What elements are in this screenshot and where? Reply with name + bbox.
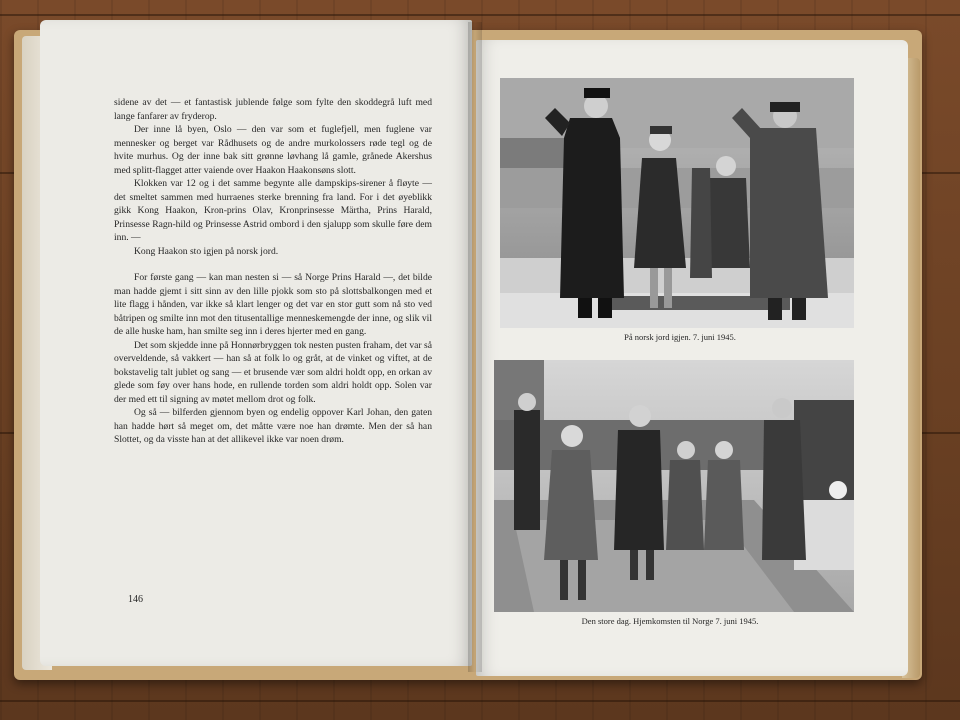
paragraph: Der inne lå byen, Oslo — den var som et fuglefjell, men fuglene var mennesker og berget var Rådhusets og de andre murkolossers røde tegl og de hvite murhus. Og der inne bak sitt grønne løvhang lå gamle, grånede Akershus med splitt-flagget atter vaiende over Haakon Haakonsøns slott.	[114, 124, 432, 176]
table-plank-seam	[0, 700, 960, 702]
page-number: 146	[128, 594, 143, 605]
paragraph: Klokken var 12 og i det samme begynte alle dampskips-sirener å fløyte — det smeltet sammen med hurraenes sterke brenning fra land. For i det øyeblikk gikk Kong Haakon, Kron-prins Olav, Kronprinsesse Märtha, Prins Harald, Prinsesse Ragn-hild og Prinsesse Astrid ombord i den sjalupp som skulle føre dem inn. —	[114, 178, 432, 243]
photo-bottom-image	[494, 360, 854, 612]
paragraph: sidene av det — et fantastisk jublende følge som fylte den skoddegrå luft med lange fanfarer av fryderop.	[114, 97, 432, 122]
paragraph: Og så — bilferden gjennom byen og endelig oppover Karl Johan, den gaten han hadde hørt så meget om, det måtte være noe han drømte. Men der så han Slottet, og da visste han at det allikevel ikke var noen drøm.	[114, 407, 432, 445]
table-plank-seam	[0, 14, 960, 16]
paragraph: For første gang — kan man nesten si — så Norge Prins Harald —, det bilde man hadde gjemt i sitt sinn av den lille pjokk som sto på slottsbalkongen med et lite flagg i hånden, var ikke så klart lenger og det var en stor gutt som nå sto ved båtripen og smilte inn mot den titusentallige menneskemengde der inne, og slik vil de alle huske ham, han smilte seg inn i deres hjerter med en gang.	[114, 272, 432, 337]
paragraph: Det som skjedde inne på Honnørbryggen tok nesten pusten fraham, det var så overveldende, så vakkert — han så at folk lo og gråt, at de vinket og viftet, at de bokstavelig talt jublet og sang — et brusende vær som aldri holdt opp, en orkan av glede som føy over hans hode, en rullende torden som aldri holdt opp. Solen var der med ett til signing av møtet mellom drot og folk.	[114, 339, 432, 405]
photo-bottom-caption: Den store dag. Hjemkomsten til Norge 7. juni 1945.	[581, 616, 759, 626]
photo-top-image	[500, 78, 854, 328]
book-gutter	[468, 22, 482, 672]
paragraph: Kong Haakon sto igjen på norsk jord.	[134, 245, 279, 257]
photo-top-caption: På norsk jord igjen. 7. juni 1945.	[624, 332, 736, 342]
left-page-text	[114, 96, 432, 447]
photo-homecoming-crowd	[494, 360, 854, 612]
photo-king-saluting	[500, 78, 854, 328]
